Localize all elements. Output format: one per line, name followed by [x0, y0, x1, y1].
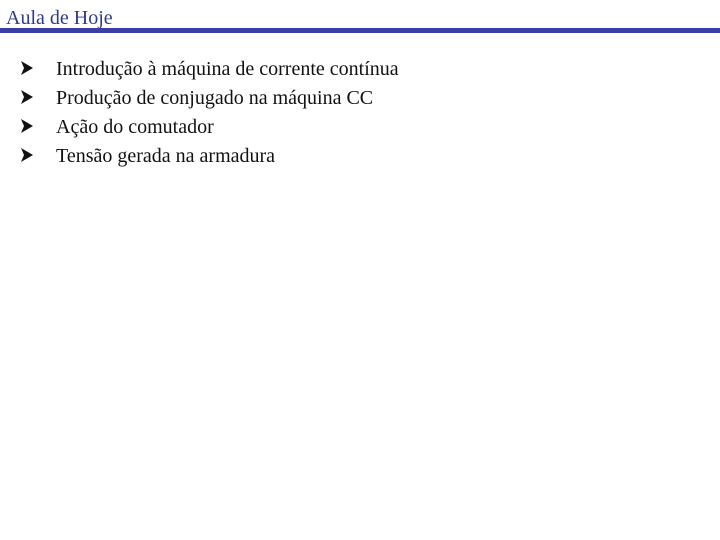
- arrowhead-bullet-icon: [20, 60, 56, 80]
- arrowhead-bullet-icon: [20, 147, 56, 167]
- bullet-item: [20, 84, 399, 113]
- bullet-item: [20, 142, 399, 171]
- slide-title: Aula de Hoje: [6, 7, 113, 29]
- bullet-text: Tensão gerada na armadura: [56, 145, 276, 167]
- arrowhead-bullet-icon: [20, 118, 56, 138]
- bullet-text: Introdução à máquina de corrente contínua: [56, 58, 399, 80]
- bullet-list: [20, 55, 399, 171]
- arrowhead-bullet-icon: [20, 89, 56, 109]
- bullet-item: [20, 55, 399, 84]
- bullet-item: [20, 113, 399, 142]
- bullet-text: Ação do comutador: [56, 116, 214, 138]
- bullet-text: Produção de conjugado na máquina CC: [56, 87, 374, 109]
